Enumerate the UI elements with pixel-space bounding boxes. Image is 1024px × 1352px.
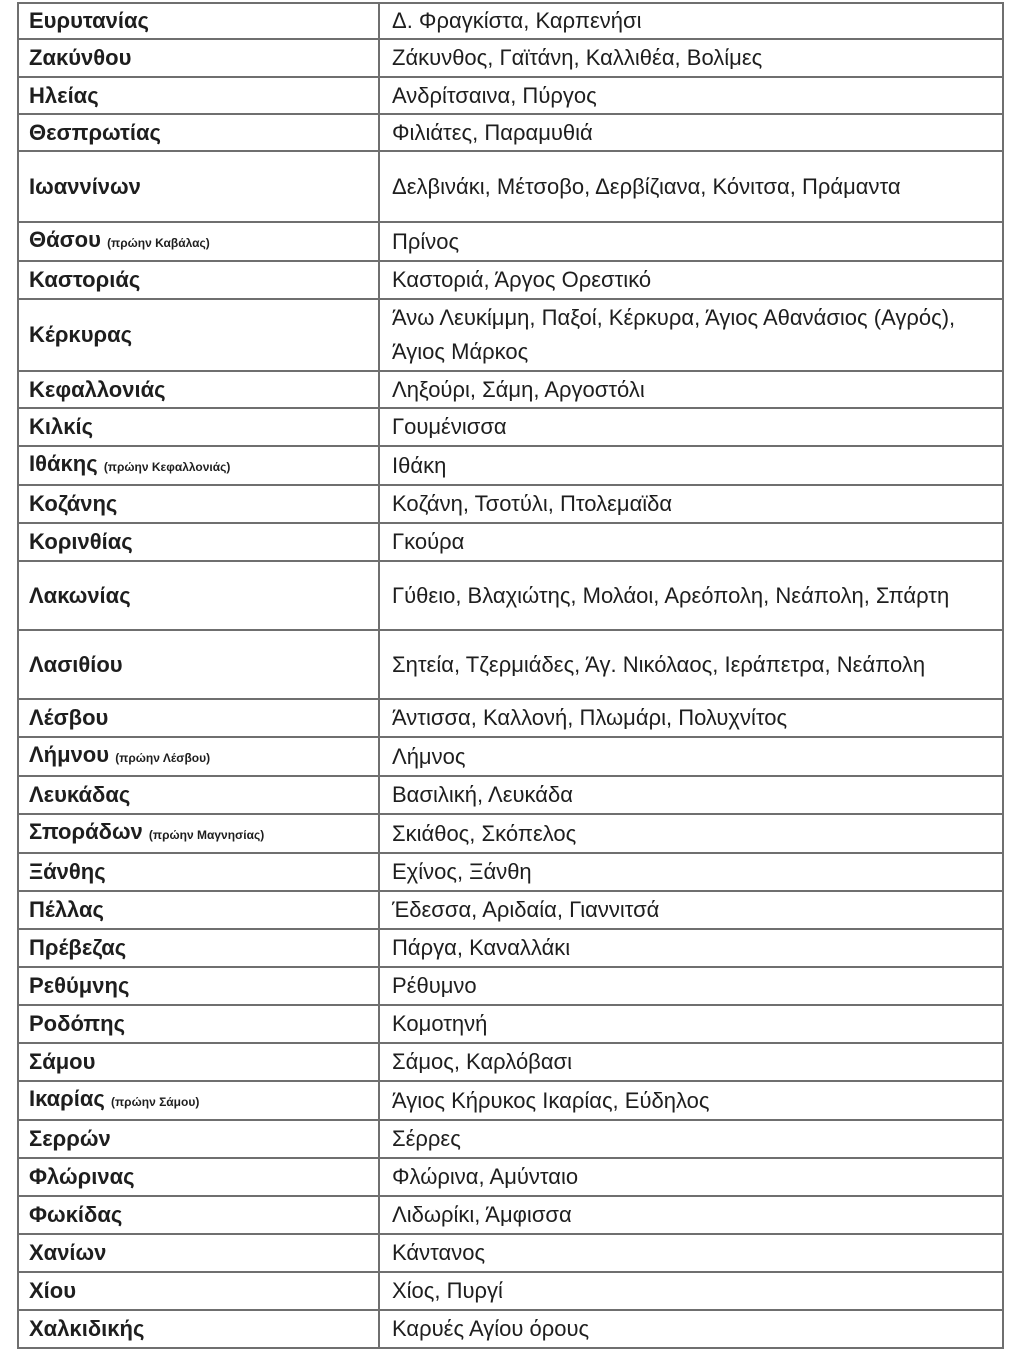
table-row xyxy=(18,814,1003,853)
table-row xyxy=(18,929,1003,967)
places-cell: Άντισσα, Καλλονή, Πλωμάρι, Πολυχνίτος xyxy=(379,699,1003,737)
table-row xyxy=(18,222,1003,261)
places-cell: Ληξούρι, Σάμη, Αργοστόλι xyxy=(379,371,1003,408)
region-cell xyxy=(18,222,379,261)
region-name: Ικαρίας xyxy=(29,1086,105,1111)
region-cell xyxy=(18,523,379,561)
region-cell xyxy=(18,776,379,814)
region-name: Ευρυτανίας xyxy=(29,8,149,33)
region-name: Λακωνίας xyxy=(29,582,131,608)
region-name: Κορινθίας xyxy=(29,529,133,554)
region-cell xyxy=(18,1120,379,1158)
places-cell: Φλώρινα, Αμύνταιο xyxy=(379,1158,1003,1196)
table-row xyxy=(18,561,1003,630)
region-name: Καστοριάς xyxy=(29,267,141,292)
places-cell: Κάντανος xyxy=(379,1234,1003,1272)
places-cell: Γύθειο, Βλαχιώτης, Μολάοι, Αρεόπολη, Νεάπολη, Σπάρτη xyxy=(379,561,1003,630)
table-row xyxy=(18,1310,1003,1348)
region-note: (πρώην Κεφαλλονιάς) xyxy=(103,460,231,474)
places-cell: Λιδωρίκι, Άμφισσα xyxy=(379,1196,1003,1234)
region-name: Κέρκυρας xyxy=(29,322,133,347)
region-name: Λασιθίου xyxy=(29,651,123,677)
region-cell xyxy=(18,891,379,929)
region-cell xyxy=(18,39,379,77)
region-name: Θεσπρωτίας xyxy=(29,119,161,145)
region-cell xyxy=(18,853,379,891)
region-name: Σερρών xyxy=(29,1126,111,1151)
region-name: Πέλλας xyxy=(29,897,104,922)
places-cell: Σητεία, Τζερμιάδες, Άγ. Νικόλαος, Ιεράπετρα, Νεάπολη xyxy=(379,630,1003,699)
table-row xyxy=(18,485,1003,523)
region-name: Θάσου xyxy=(29,227,101,252)
table-row xyxy=(18,3,1003,39)
region-name: Φλώρινας xyxy=(29,1164,135,1189)
table-row xyxy=(18,408,1003,446)
table-row xyxy=(18,891,1003,929)
region-name: Λευκάδας xyxy=(29,782,131,807)
region-name: Κιλκίς xyxy=(29,414,94,439)
region-cell xyxy=(18,929,379,967)
region-name: Ζακύνθου xyxy=(29,45,132,70)
region-cell xyxy=(18,3,379,39)
region-name: Ροδόπης xyxy=(29,1011,126,1036)
places-cell: Φιλιάτες, Παραμυθιά xyxy=(379,114,1003,151)
region-cell xyxy=(18,1158,379,1196)
table-row xyxy=(18,446,1003,485)
table-row xyxy=(18,737,1003,776)
region-cell xyxy=(18,1234,379,1272)
region-name: Λήμνου xyxy=(29,742,110,767)
region-cell xyxy=(18,299,379,371)
table-row xyxy=(18,1120,1003,1158)
table-row xyxy=(18,853,1003,891)
region-cell xyxy=(18,1272,379,1310)
region-cell xyxy=(18,1005,379,1043)
region-cell xyxy=(18,967,379,1005)
region-name: Χίου xyxy=(29,1278,77,1303)
places-cell: Καστοριά, Άργος Ορεστικό xyxy=(379,261,1003,299)
region-name: Χανίων xyxy=(29,1240,107,1265)
places-cell: Έδεσσα, Αριδαία, Γιαννιτσά xyxy=(379,891,1003,929)
region-name: Κεφαλλονιάς xyxy=(29,376,166,402)
places-cell: Ρέθυμνο xyxy=(379,967,1003,1005)
table-row xyxy=(18,523,1003,561)
places-cell: Σέρρες xyxy=(379,1120,1003,1158)
places-cell: Γουμένισσα xyxy=(379,408,1003,446)
region-cell xyxy=(18,737,379,776)
places-cell: Πρίνος xyxy=(379,222,1003,261)
table-row xyxy=(18,114,1003,151)
region-cell xyxy=(18,114,379,151)
places-cell: Καρυές Αγίου όρους xyxy=(379,1310,1003,1348)
places-cell: Δ. Φραγκίστα, Καρπενήσι xyxy=(379,3,1003,39)
region-name: Ιθάκης xyxy=(29,451,98,476)
table-row xyxy=(18,261,1003,299)
region-name: Ηλείας xyxy=(29,82,99,108)
region-cell xyxy=(18,408,379,446)
places-cell: Κοζάνη, Τσοτύλι, Πτολεμαϊδα xyxy=(379,485,1003,523)
table-row xyxy=(18,1158,1003,1196)
table-row xyxy=(18,1043,1003,1081)
region-name: Ξάνθης xyxy=(29,859,106,884)
places-cell: Άνω Λευκίμμη, Παξοί, Κέρκυρα, Άγιος Αθανάσιος (Αγρός), Άγιος Μάρκος xyxy=(379,299,1003,371)
region-cell xyxy=(18,371,379,408)
table-row xyxy=(18,1196,1003,1234)
table-row xyxy=(18,1272,1003,1310)
places-cell: Ανδρίτσαινα, Πύργος xyxy=(379,77,1003,114)
places-cell: Λήμνος xyxy=(379,737,1003,776)
places-cell: Χίος, Πυργί xyxy=(379,1272,1003,1310)
places-cell: Ζάκυνθος, Γαϊτάνη, Καλλιθέα, Βολίμες xyxy=(379,39,1003,77)
region-note: (πρώην Καβάλας) xyxy=(107,236,210,250)
region-cell xyxy=(18,77,379,114)
region-cell xyxy=(18,1196,379,1234)
region-cell xyxy=(18,1081,379,1120)
table-row xyxy=(18,299,1003,371)
region-name: Κοζάνης xyxy=(29,491,118,516)
table-row xyxy=(18,371,1003,408)
table-row xyxy=(18,1081,1003,1120)
table-row xyxy=(18,967,1003,1005)
region-cell xyxy=(18,1310,379,1348)
region-note: (πρώην Μαγνησίας) xyxy=(148,828,265,842)
places-cell: Γκούρα xyxy=(379,523,1003,561)
regions-table xyxy=(17,2,1004,1349)
region-cell xyxy=(18,814,379,853)
region-name: Ρεθύμνης xyxy=(29,973,130,998)
region-cell xyxy=(18,446,379,485)
places-cell: Σάμος, Καρλόβασι xyxy=(379,1043,1003,1081)
region-name: Πρέβεζας xyxy=(29,935,127,960)
region-cell xyxy=(18,699,379,737)
places-cell: Άγιος Κήρυκος Ικαρίας, Εύδηλος xyxy=(379,1081,1003,1120)
region-cell xyxy=(18,630,379,699)
table-row xyxy=(18,1005,1003,1043)
places-cell: Κομοτηνή xyxy=(379,1005,1003,1043)
table-row xyxy=(18,151,1003,222)
region-name: Φωκίδας xyxy=(29,1202,123,1227)
region-note: (πρώην Σάμου) xyxy=(111,1095,200,1109)
places-cell: Δελβινάκι, Μέτσοβο, Δερβίζιανα, Κόνιτσα, Πράμαντα xyxy=(379,151,1003,222)
region-name: Χαλκιδικής xyxy=(29,1316,145,1341)
region-cell xyxy=(18,485,379,523)
places-cell: Βασιλική, Λευκάδα xyxy=(379,776,1003,814)
region-cell xyxy=(18,151,379,222)
places-cell: Εχίνος, Ξάνθη xyxy=(379,853,1003,891)
table-row xyxy=(18,39,1003,77)
table-row xyxy=(18,699,1003,737)
table-row xyxy=(18,77,1003,114)
region-name: Σποράδων xyxy=(29,819,143,844)
region-name: Λέσβου xyxy=(29,705,109,730)
table-row xyxy=(18,1234,1003,1272)
region-note: (πρώην Λέσβου) xyxy=(115,751,211,765)
table-row xyxy=(18,630,1003,699)
region-name: Ιωαννίνων xyxy=(29,173,141,199)
table-row xyxy=(18,776,1003,814)
places-cell: Ιθάκη xyxy=(379,446,1003,485)
region-cell xyxy=(18,1043,379,1081)
region-name: Σάμου xyxy=(29,1049,96,1074)
region-cell xyxy=(18,561,379,630)
places-cell: Σκιάθος, Σκόπελος xyxy=(379,814,1003,853)
region-cell xyxy=(18,261,379,299)
places-cell: Πάργα, Καναλλάκι xyxy=(379,929,1003,967)
